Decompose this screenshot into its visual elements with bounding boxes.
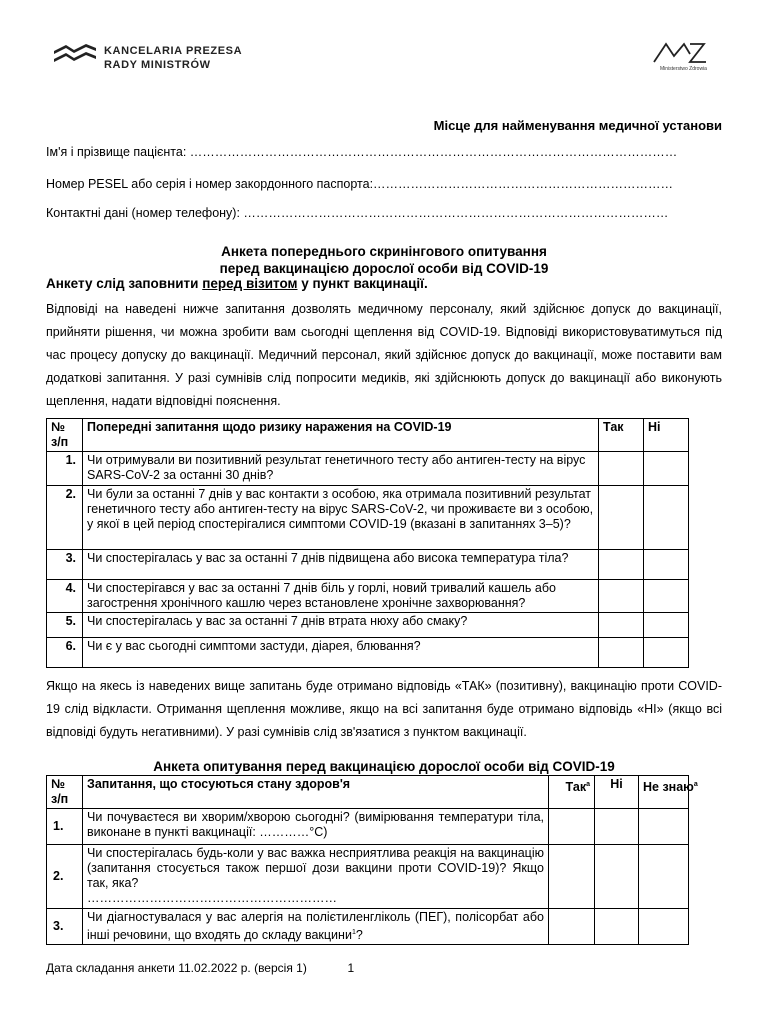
yes-checkbox[interactable] [549, 845, 595, 909]
no-checkbox[interactable] [644, 580, 689, 613]
table-row [47, 613, 689, 638]
kprm-line1: KANCELARIA PREZESA [104, 45, 243, 57]
yes-checkbox[interactable] [599, 613, 644, 638]
screening-title-line2: перед вакцинацією дорослої особи від COVID-19 [219, 261, 549, 276]
col-dunno-footnote: а [693, 781, 698, 788]
row-question: Чи отримували ви позитивний результат генетичного тесту або антиген-тесту на вірус SARS-CoV-2 за останні 30 днів? [83, 452, 599, 486]
yes-checkbox[interactable] [599, 550, 644, 580]
yes-checkbox[interactable] [599, 580, 644, 613]
col-dunno-label: Не знаю [643, 780, 694, 795]
table-row [47, 550, 689, 580]
yes-checkbox[interactable] [599, 452, 644, 486]
col-question: Запитання, що стосуються стану здоров'я [83, 776, 549, 809]
phone-field[interactable]: Контактні дані (номер телефону): ………………………………………………………………………………………… [46, 206, 669, 220]
health-questions-table [46, 775, 698, 945]
patient-name-field[interactable]: Ім'я і прізвище пацієнта: ……………………………………………………………………………………………………… [46, 145, 678, 159]
row-question: Чи були за останні 7 днів у вас контакти з особою, яка отримала позитивний результат генетичного тесту або антиген-тесту на вірус SARS-CoV-2, чи проживаєте ви з особою, у якої в цей період спостерігалися симптоми COVID-19 (вказані в запитаннях 3–5)? [83, 486, 599, 550]
table-row [47, 638, 689, 668]
screening-title [46, 243, 722, 277]
row-number: 5. [47, 613, 83, 638]
kprm-logo [52, 40, 252, 72]
yes-checkbox[interactable] [549, 809, 595, 845]
footnote-marker: 1 [351, 929, 356, 936]
table-row [47, 809, 689, 845]
mz-emblem-icon [650, 38, 710, 66]
row-number: 1. [47, 809, 83, 845]
table-row [47, 580, 689, 613]
row-number: 6. [47, 638, 83, 668]
intro-paragraph: Відповіді на наведені нижче запитання дозволять медичному персоналу, який здійснює допуск до вакцинації, прийняти рішення, чи можна зробити вам сьогодні щеплення від COVID-19. Відповіді використовуватимуться під час процесу допуску до вакцинації. Медичний персонал, який здійснює допуск до вакцинації, може поставити вам додаткові запитання. У разі сумнівів слід попросити медиків, які здійснюють допуск до вакцинації або виконують щеплення, надати відповідні пояснення. [46, 302, 722, 408]
no-checkbox[interactable] [595, 845, 639, 909]
col-yes [549, 776, 595, 809]
screening-table-header [47, 419, 689, 452]
ministry-of-health-logo [650, 38, 720, 78]
row-number: 2. [47, 486, 83, 550]
row-question: Чи почуваєтеся ви хворим/хворою сьогодні? (вимірювання температури тіла, виконане в пункті вакцинації: …………°С) [83, 809, 549, 845]
col-yes-label: Так [565, 780, 587, 795]
footer [46, 961, 354, 975]
no-checkbox[interactable] [595, 909, 639, 945]
row-question-text: Чи діагностувалася у вас алергія на полієтиленгліколь (ПЕГ), полісорбат або інші речовини, що входять до складу вакцини [87, 910, 544, 943]
yes-checkbox[interactable] [599, 638, 644, 668]
col-yes: Так [599, 419, 644, 452]
col-no: Ні [644, 419, 689, 452]
table-row [47, 909, 689, 945]
no-checkbox[interactable] [644, 550, 689, 580]
dont-know-checkbox[interactable] [639, 909, 689, 945]
fill-before-visit-note [46, 276, 428, 291]
col-yes-footnote: а [586, 781, 590, 788]
row-number: 1. [47, 452, 83, 486]
row-number: 2. [47, 845, 83, 909]
table-row [47, 845, 689, 909]
kprm-line2: RADY MINISTRÓW [104, 59, 211, 71]
no-checkbox[interactable] [644, 613, 689, 638]
table-row [47, 452, 689, 486]
institution-placeholder: Місце для найменування медичної установи [433, 118, 722, 133]
row-number: 4. [47, 580, 83, 613]
screening-table [46, 418, 689, 668]
col-dont-know [639, 776, 698, 809]
mz-caption: Ministerstwo Zdrowia [660, 66, 707, 72]
no-checkbox[interactable] [644, 486, 689, 550]
note-underlined: перед візитом [202, 276, 298, 291]
note-pre: Анкету слід заповнити [46, 276, 203, 291]
note-post: у пункт вакцинації. [297, 276, 428, 291]
col-number: № з/п [47, 776, 83, 809]
no-checkbox[interactable] [595, 809, 639, 845]
table-row [47, 486, 689, 550]
footer-date: Дата складання анкети 11.02.2022 р. (версія 1) [46, 961, 307, 975]
no-checkbox[interactable] [644, 638, 689, 668]
yes-checkbox[interactable] [599, 486, 644, 550]
col-number: № з/п [47, 419, 83, 452]
pesel-field[interactable]: Номер PESEL або серія і номер закордонного паспорта:……………………………………………………………… [46, 177, 674, 191]
page-number: 1 [347, 961, 355, 975]
health-table-header [47, 776, 689, 809]
kprm-name [104, 44, 242, 72]
vaccination-questionnaire-title: Анкета опитування перед вакцинацією дорослої особи від COVID-19 [153, 759, 615, 774]
row-question-text: Чи спостерігалась будь-коли у вас важка несприятлива реакція на вакцинацію (запитання стосується також першої дози вакцини проти COVID-19)? Якщо так, яка? [87, 846, 544, 890]
row-question: Чи спостерігалась у вас за останні 7 днів підвищена або висока температура тіла? [83, 550, 599, 580]
dont-know-checkbox[interactable] [639, 809, 689, 845]
row-number: 3. [47, 909, 83, 945]
row-question: Чи є у вас сьогодні симптоми застуди, діарея, блювання? [83, 638, 599, 668]
screening-title-line1: Анкета попереднього скринінгового опитування [221, 244, 547, 259]
after-table-paragraph: Якщо на якесь із наведених вище запитань буде отримано відповідь «ТАК» (позитивну), вакцинацію проти COVID-19 слід відкласти. Отримання щеплення можливе, якщо на всі запитання буде отримано відповідь «НІ» (якщо всі відповіді будуть негативними). У разі сумнівів слід зв'язатися з пунктом вакцинації. [46, 679, 722, 739]
row-question [83, 845, 549, 909]
row-question-end: ? [355, 928, 363, 943]
row-answer-line[interactable]: …………………………………………………… [87, 891, 337, 905]
col-no: Ні [595, 776, 639, 809]
no-checkbox[interactable] [644, 452, 689, 486]
row-question [83, 909, 549, 945]
kprm-emblem-icon [52, 42, 98, 68]
dont-know-checkbox[interactable] [639, 845, 689, 909]
col-question: Попередні запитання щодо ризику наражения на COVID-19 [83, 419, 599, 452]
yes-checkbox[interactable] [549, 909, 595, 945]
row-question: Чи спостерігалась у вас за останні 7 днів втрата нюху або смаку? [83, 613, 599, 638]
row-question: Чи спостерігався у вас за останні 7 днів біль у горлі, новий тривалий кашель або загострення хронічного кашлю через встановлене хронічне захворювання? [83, 580, 599, 613]
row-number: 3. [47, 550, 83, 580]
